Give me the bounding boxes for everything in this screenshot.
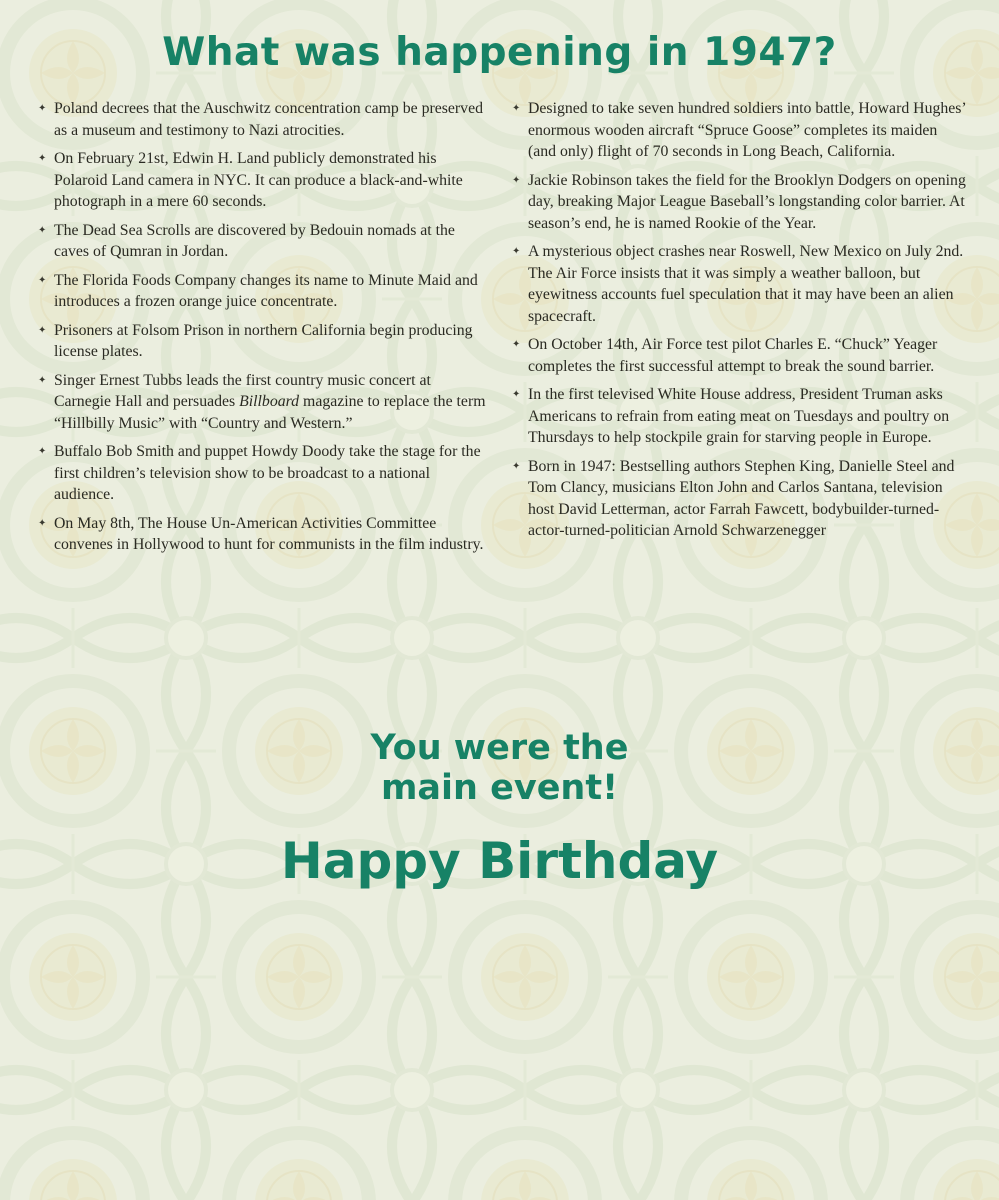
event-item-text: On October 14th, Air Force test pilot Charles E. “Chuck” Yeager completes the first successful attempt to break the sound barrier. — [528, 336, 938, 375]
event-item-text: Jackie Robinson takes the field for the Brooklyn Dodgers on opening day, breaking Major League Baseball’s longstanding color barrier. At season’s end, he is named Rookie of the Year. — [528, 171, 966, 232]
event-item-text: Buffalo Bob Smith and puppet Howdy Doody take the stage for the first children’s television show to be broadcast to a national audience. — [54, 443, 481, 503]
main-event-message — [0, 728, 999, 808]
event-item — [38, 98, 490, 141]
main-event-line: You were the — [370, 728, 629, 768]
bullet-icon: ✦ — [38, 103, 47, 114]
bullet-icon: ✦ — [38, 446, 47, 457]
event-item — [38, 148, 490, 213]
bullet-icon: ✦ — [512, 174, 521, 186]
event-item-text: Poland decrees that the Auschwitz concentration camp be preserved as a museum and testimony to Nazi atrocities. — [54, 100, 483, 139]
events-list-left — [38, 98, 490, 563]
bullet-icon: ✦ — [512, 339, 521, 350]
event-item-text: The Florida Foods Company changes its name to Minute Maid and introduces a frozen orange juice concentrate. — [54, 271, 478, 310]
event-item — [512, 334, 966, 377]
event-item — [38, 320, 490, 363]
event-item-text: Singer Ernest Tubbs leads the first country music concert at Carnegie Hall and persuades — [54, 371, 431, 410]
event-item — [38, 370, 490, 435]
event-item-text: magazine to replace the term “Hillbilly Music” with “Country and Western.” — [54, 393, 486, 432]
event-item — [38, 441, 490, 506]
event-item — [512, 98, 966, 163]
bullet-icon: ✦ — [512, 389, 521, 400]
event-item-text: The Dead Sea Scrolls are discovered by Bedouin nomads at the caves of Qumran in Jordan. — [54, 221, 455, 260]
event-item-text: In the first televised White House address, President Truman asks Americans to refrain from eating meat on Tuesdays and poultry on Thursdays to help stockpile grain for starving people in Europe. — [528, 386, 950, 446]
event-item — [512, 456, 966, 542]
event-item-text: A mysterious object crashes near Roswell, New Mexico on July 2nd. The Air Force insists that it was simply a weather balloon, but eyewitness accounts fuel speculation that it may have been an alien spacecraft. — [528, 243, 964, 325]
page-title: What was happening in 1947? — [162, 30, 837, 75]
event-item — [512, 170, 966, 235]
main-event-line: main event! — [380, 768, 619, 808]
event-item-text: Designed to take seven hundred soldiers into battle, Howard Hughes’ enormous wooden aircraft “Spruce Goose” completes its maiden (and only) flight of 70 seconds in Long Beach, California. — [528, 100, 966, 160]
bullet-icon: ✦ — [38, 224, 47, 236]
bullet-icon: ✦ — [512, 246, 521, 257]
event-item-text: On May 8th, The House Un-American Activities Committee convenes in Hollywood to hunt for communists in the film industry. — [54, 514, 484, 553]
bullet-icon: ✦ — [512, 103, 521, 114]
happy-birthday-heading: Happy Birthday — [280, 832, 719, 890]
bullet-icon: ✦ — [38, 374, 47, 386]
event-item — [38, 270, 490, 313]
bullet-icon: ✦ — [38, 153, 47, 164]
event-item-text: Born in 1947: Bestselling authors Stephen King, Danielle Steel and Tom Clancy, musicians Elton John and Carlos Santana, television host David Letterman, actor Farrah Fawcett, bodybuilder-turned-actor-turned-politician Arnold Schwarzenegger — [528, 457, 955, 539]
bullet-icon: ✦ — [38, 274, 47, 286]
bullet-icon: ✦ — [512, 460, 521, 472]
event-item — [512, 241, 966, 327]
event-item — [38, 220, 490, 263]
event-item — [512, 384, 966, 449]
event-item-text: On February 21st, Edwin H. Land publicly demonstrated his Polaroid Land camera in NYC. It can produce a black-and-white photograph in a mere 60 seconds. — [54, 150, 463, 210]
event-item-text: Prisoners at Folsom Prison in northern California begin producing license plates. — [54, 321, 473, 360]
events-list-right — [512, 98, 966, 549]
event-item — [38, 513, 490, 556]
bullet-icon: ✦ — [38, 324, 47, 336]
bullet-icon: ✦ — [38, 517, 47, 529]
event-item-italic-text: Billboard — [239, 393, 300, 410]
